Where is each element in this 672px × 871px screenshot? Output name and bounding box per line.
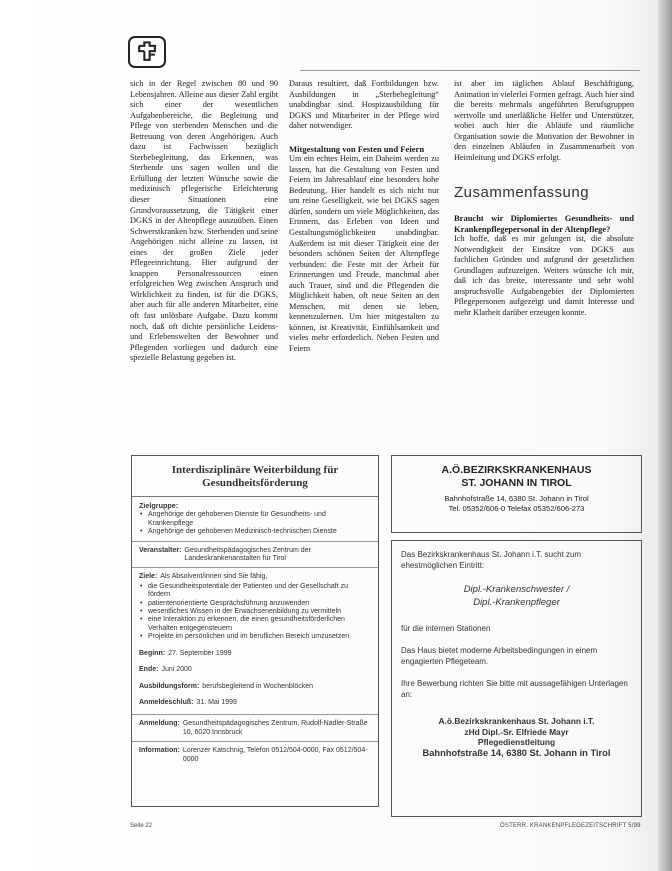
summary-question: Braucht wir Diplomiertes Gesundheits- und Krankenpflegepersonal in der Altenpflege? xyxy=(454,213,634,234)
job-position xyxy=(401,583,632,609)
contact-line-4: Bahnhofstraße 14, 6380 St. Johann in Tirol xyxy=(422,747,611,758)
anmeldeschluss-value: 31. Mai 1999 xyxy=(196,698,237,706)
column1-text: sich in der Regel zwischen 80 und 90 Lebensjahren. Alleine aus dieser Zahl ergibt sich einer der wesentlichen Aufgabenbereiche, die Begleitung und Pflege von sterbenden Menschen und die Betreuung von deren Angehörigen. Auch dazu ist Fachwissen bezüglich Sterbebegleitung, das Erkennen, was Sterbende uns sagen wollen und die Erfüllung der letzten Wünsche sowie die medizinisch pflegerische Erleichterung dieser Situationen eine Grundvoraussetzung, die Tätigkeit einer DGKS in der Altenpflege auszuüben. Einen Schwerstkranken bzw. Sterbenden und seine Angehörigen nicht alleine zu lassen, ist eines der großen Ziele jeder Pflegeeinrichtung. Hier aufgrund der knappen Personalressourcen einen erfolgreichen Weg zwischen Anspruch und Wirklichkeit zu finden, ist für die DGKS, aber auch für alle anderen Mitarbeiter, eine oft fast unlösbare Aufgabe. Dazu kommt noch, daß oft dichte persönliche Leidens- und Erlebenswelten der Bewohner und Pflegenden vorliegen und dadurch eine spezielle Belastung gegeben ist. xyxy=(130,79,278,363)
ausbildungsform-value: berufsbegleitend in Wochenblöcken xyxy=(202,682,314,690)
contact-line-2: zHd Dipl.-Sr. Elfriede Mayr xyxy=(464,726,569,737)
article-column-3 xyxy=(454,79,634,319)
anmeldeschluss-label: Anmeldeschluß: xyxy=(139,698,194,706)
hospital-address: Bahnhofstraße 14, 6380 St. Johann in Tirol xyxy=(444,494,589,503)
anmeldung-value: Gesundheitspädagogisches Zentrum, Rudolf-Nadler-Straße 10, 6020 Innsbruck xyxy=(182,720,368,736)
cross-logo-icon xyxy=(130,38,164,66)
course-title: Interdisziplinäre Weiterbildung für Gesundheitsförderung xyxy=(132,456,378,497)
course-ziele-and-dates xyxy=(132,568,378,715)
column2-body: Um ein echtes Heim, ein Daheim werden zu lassen, hat die Gestaltung von Festen und Feiern im Jahresablauf eine besonders hohe Bedeutung. Hier handelt es sich nicht nur um reine Geselligkeit, wie bei DGKS sagen dürfen, sondern um viele Möglichkeiten, das Erinnern, das Erleben von Ideen und Gestaltungsmöglichkeiten unabdingbar. Außerdem ist mit dieser Tätigkeit eine der besonders schönen Seiten der Altenpflege verbunden: die Feste mit der Arbeit für Erinnerungen und Freude, manchmal aber auch Trauer, sind und die Pflegenden die Möglichkeit haben, oft neue Seiten an den Menschen, mit denen sie leben, kennenzulernen. Um hier mitgestalten zu können, ist Kreativität, Einfühlsamkeit und vieles mehr erforderlich. Neben Festen und Feiern xyxy=(289,154,439,353)
course-zielgruppe xyxy=(132,497,378,542)
course-information xyxy=(132,742,378,768)
ende-value: Juni 2000 xyxy=(161,666,192,674)
course-advertisement xyxy=(131,455,379,807)
journal-logo xyxy=(128,36,166,68)
beginn-label: Beginn: xyxy=(139,649,166,657)
job-apply: Ihre Bewerbung richten Sie bitte mit aussagefähigen Unterlagen an: xyxy=(401,679,628,699)
hospital-phone: Tel. 05352/606-0 Telefax 05352/606-273 xyxy=(448,504,585,513)
job-intro: Das Bezirkskrankenhaus St. Johann i.T. sucht zum ehestmöglichen Eintritt: xyxy=(401,550,582,570)
list-item: • die Gesundheitspotentiale der Patienten und der Gesellschaft zu fördern xyxy=(148,583,371,600)
summary-title: Zusammenfassung xyxy=(454,184,590,202)
job-contact xyxy=(401,716,632,758)
anmeldung-label: Anmeldung: xyxy=(139,720,180,728)
information-label: Information: xyxy=(139,747,180,755)
section-heading-feste: Mitgestaltung von Festen und Feiern xyxy=(289,143,425,154)
list-item: • patientenorientierte Gesprächsführung anzuwenden xyxy=(148,600,371,608)
summary-answer: Ich hoffe, daß es mir gelungen ist, die absolute Notwendigkeit der Einsätze von DGKS aus fachlichen Gründen und aufgrund der gesetzlichen Grundlagen aufzuzeigen. Weiters wünsche ich mir, daß ich das breite, interessante und sehr wohl anspruchsvolle Aufgabengebiet der Diplomierten Pflegepersonen aufgezeigt und damit Interesse und mehr Klarheit darüber erzeugen konnte. xyxy=(454,234,634,318)
contact-line-3: Pflegedienstleitung xyxy=(477,737,556,747)
job-offer: Das Haus bietet moderne Arbeitsbedingungen in einem engagierten Pflegeteam. xyxy=(401,646,598,666)
article-column-2 xyxy=(289,79,439,355)
column3-intro: ist aber im täglichen Ablauf Beschäftigung, Animation in vielerlei Formen gefragt. Auch hier sind die bereits mehrmals angeführten Berufsgruppen wertvolle und unerläßliche Helfer und Unterstützer, wobei auch hier die Abläufe und räumliche Organisation sowie die Motivation der Bewohner in den einzelnen Abläufen in Zusammenarbeit von Heimleitung und DGKS erfolgt. xyxy=(454,79,634,162)
job-station: für die internen Stationen xyxy=(401,624,491,633)
ausbildungsform-label: Ausbildungsform: xyxy=(139,682,200,690)
hospital-location: ST. JOHANN IN TIROL xyxy=(461,477,572,489)
header-rule xyxy=(300,70,640,71)
contact-line-1: A.ö.Bezirkskrankenhaus St. Johann i.T. xyxy=(438,716,595,726)
ziele-label: Ziele: xyxy=(139,573,158,581)
list-item: • Projekte im persönlichen und im beruflichen Bereich umzusetzen xyxy=(148,633,371,641)
journal-name: ÖSTERR. KRANKENPFLEGEZEITSCHRIFT 5/99 xyxy=(500,823,641,829)
zielgruppe-label: Zielgruppe: xyxy=(139,501,179,510)
information-value: Lorenzer Katschnig, Telefon 0512/504-0000, Fax 0512/504-0000 xyxy=(182,747,368,763)
list-item: • eine Interaktion zu erkennen, die einen gesundheitsförderlichen Verhalten entgegensteuern xyxy=(148,616,371,633)
article-column-1 xyxy=(130,79,278,364)
list-item: • wesentliches Wissen in der Erwachsenenbildung zu vermitteln xyxy=(148,608,371,616)
list-item: • Angehörige der gehobenen Dienste für Gesundheits- und Krankenpflege xyxy=(148,511,371,528)
book-spine-shadow xyxy=(658,0,672,871)
beginn-value: 27. September 1999 xyxy=(168,649,232,657)
course-anmeldung xyxy=(132,715,378,742)
hospital-header-box xyxy=(391,455,642,533)
column2-intro: Daraus resultiert, daß Fortbildungen bzw. Ausbildungen in „Sterbebegleitung“ unabdingbar sind. Hospizausbildung für DGKS und Mitarbeiter in der Pflege wird daher notwendiger. xyxy=(289,79,439,131)
veranstalter-value: Gesundheitspädagogisches Zentrum der Landeskrankenanstalten für Tirol xyxy=(184,546,311,563)
veranstalter-label: Veranstalter: xyxy=(139,546,182,554)
position-line-1: Dipl.-Krankenschwester / xyxy=(463,584,570,595)
page-number: Seite 22 xyxy=(130,823,153,829)
ende-label: Ende: xyxy=(139,666,159,674)
ziele-intro: Als Absolvent/innen sind Sie fähig, xyxy=(160,573,268,581)
course-veranstalter xyxy=(132,542,378,569)
list-item: • Angehörige der gehobenen Medizinisch-technischen Dienste xyxy=(148,528,371,536)
position-line-2: Dipl.-Krankenpfleger xyxy=(473,597,560,608)
hospital-name: A.Ö.BEZIRKSKRANKENHAUS xyxy=(441,464,592,476)
job-advertisement xyxy=(391,540,642,817)
